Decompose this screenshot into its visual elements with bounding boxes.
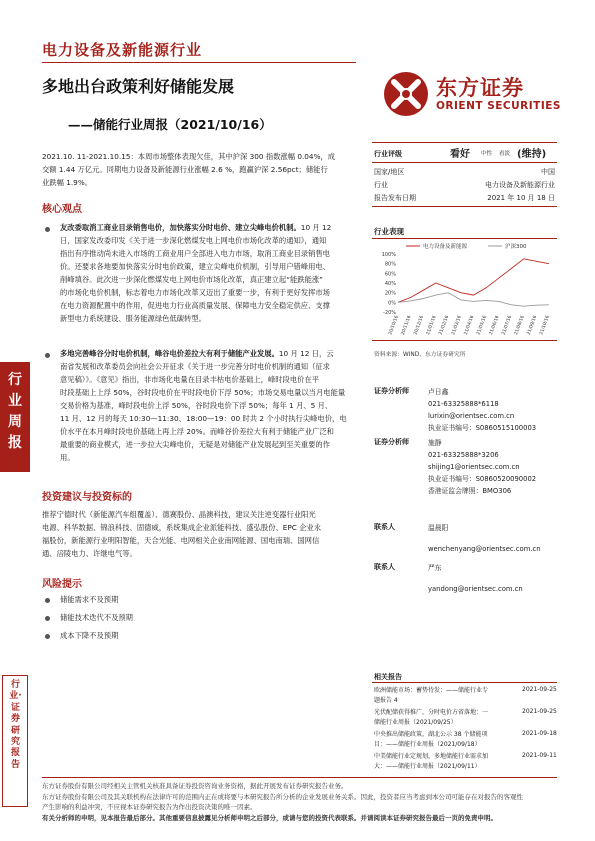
related-heading: 相关报告	[374, 673, 402, 681]
y-tick-label: 100%	[381, 252, 396, 258]
related-title: 中美储能行业定规划，多地储能行业需求加	[374, 753, 489, 760]
contact-name: 温晨阳	[428, 524, 449, 532]
bullet-icon	[45, 616, 50, 621]
related-title-cont: 大：——储能行业周报（2021/09/11）	[374, 763, 481, 770]
core-line: 用。	[60, 453, 75, 462]
summary	[42, 150, 357, 189]
analyst-cert: 执业证书编号：S0860515100003	[428, 424, 537, 432]
core-line: 削峰填谷。此次进一步深化燃煤发电上网电价市场化改革，真正建立起“能跌能涨”	[60, 275, 323, 284]
bullet-icon	[45, 598, 50, 603]
series-line	[398, 259, 549, 303]
industry-title: 电力设备及新能源行业	[42, 41, 203, 59]
bullet-icon	[45, 353, 50, 358]
invest-heading: 投资建议与投资标的	[42, 492, 132, 503]
x-tick-label: 20/10/16	[388, 314, 400, 336]
related-date: 2021-09-25	[522, 708, 557, 715]
rating-row-label: 报告发布日期	[374, 194, 416, 202]
rating-label: 行业评级	[374, 150, 402, 158]
report-title: 多地出台政策利好储能发展	[42, 77, 235, 96]
analyst-card	[428, 437, 536, 497]
footer-line: 产生影响的利益冲突，不应视本证券研究报告为作出投资决策的唯一因素。	[42, 803, 257, 811]
core-point-2-bold: 多地完善峰谷分时电价机制，峰谷电价差拉大有利于储能产业发展。	[60, 349, 279, 358]
rating-row-value: 中国	[541, 168, 555, 176]
related-date: 2021-09-25	[522, 686, 557, 693]
bullet-icon	[45, 634, 50, 639]
related-rule	[372, 682, 557, 683]
core-heading: 核心观点	[42, 204, 82, 215]
related-date: 2021-09-18	[522, 730, 557, 737]
bullet-icon	[45, 227, 50, 232]
side-report-type-text: 行业·证券研究报告	[9, 680, 22, 770]
analyst-license: 香港证监会牌照：BMO306	[428, 487, 512, 495]
core-line: 日，国家发改委印发《关于进一步深化燃煤发电上网电价市场化改革的通知》，通知	[60, 236, 327, 245]
invest-line: 福股份，新能源行业明阳智能，天合光能、电网相关企业南网能源、国电南瑞、国网信	[42, 536, 320, 545]
related-title: 欧洲储能市场：蓄势待发：——储能行业专	[374, 687, 489, 694]
rating-rule	[372, 162, 557, 163]
analyst-phone: 021-63325888*3206	[428, 451, 499, 459]
core-line: 价。还要求各地要加快落实分时电价政策，建立尖峰电价机制，引导用户错峰用电、	[60, 262, 330, 271]
analyst-name: 卢日鑫	[428, 388, 449, 396]
chart-heading: 行业表现	[374, 227, 404, 236]
x-tick-label: 21/05/16	[476, 314, 488, 336]
core-line: 11 月、12 月的每天 10:30—11:30、18:00—19：00 时共 2 个小时执行尖峰电价，电	[60, 414, 347, 423]
invest-line: 推荐宁德时代（新能源汽车组覆盖）、德赛股份、晶澳科技，建议关注逆变器行业阳光	[42, 510, 316, 519]
rating-bottom-rule	[372, 206, 557, 207]
rating-neutral: 中性	[481, 151, 493, 157]
rating-status: (维持)	[517, 149, 547, 160]
x-tick-label: 21/09/16	[526, 314, 539, 336]
rating-row-label: 国家/地区	[374, 168, 405, 176]
core-line: 南省发展和改革委员会向社会公开征求《关于进一步完善分时电价机制的通知（征求	[60, 362, 330, 371]
x-tick-label: 21/03/16	[451, 314, 463, 336]
y-tick-label: 0%	[388, 300, 396, 307]
analyst-card	[428, 386, 536, 434]
rating-value: 看好	[450, 149, 470, 160]
report-subtitle: ——储能行业周报（2021/10/16）	[68, 117, 272, 132]
chart-heading-rule	[372, 238, 557, 239]
rating-row-value: 2021 年 10 月 18 日	[487, 194, 555, 202]
contact-email[interactable]: yandong@orientsec.com.cn	[428, 585, 523, 593]
y-tick-label: 80%	[384, 261, 396, 268]
side-tab-text: 行业周报	[8, 372, 22, 451]
invest-line: 电源、科华数据、锦浪科技、固德威，系统集成企业派能科技、盛弘股份、EPC 企业永	[42, 523, 322, 532]
chart-bottom-rule	[372, 340, 557, 341]
related-item[interactable]	[374, 686, 524, 706]
header-rule	[42, 62, 356, 63]
side-report-type	[2, 675, 28, 807]
x-tick-label: 21/07/16	[501, 314, 514, 336]
footer-rule	[42, 777, 557, 778]
y-tick-label: 60%	[384, 271, 396, 278]
risk-heading: 风险提示	[42, 579, 82, 590]
core-line: 意见稿）》。《意见》指出，非市场化电量在目录丰枯电价基础上，峰时段电价在平	[60, 375, 320, 384]
core-line: 在电力资源配置中的作用，促进电力行业高质量发展、保障电力安全稳定供应、支撑	[60, 301, 330, 310]
related-item[interactable]	[374, 752, 524, 772]
core-line: 的市场化电价机制，标志着电力市场化改革又迈出了重要一步，有利于更好发挥市场	[60, 288, 330, 297]
footer-line: 东方证券股份有限公司经相关主管机关核准具备证券投资咨询业务资格，据此开展发布证券研究报告业务。	[42, 782, 348, 790]
logo-en-text: ORIENT SECURITIES	[436, 100, 561, 112]
core-point-1-lead: 10 月 12	[300, 223, 332, 232]
summary-line: 交额 1.44 万亿元。同期电力设备及新能源行业涨幅 2.6 %，跑赢沪深 2.56pct；储能行	[42, 165, 328, 174]
analyst-role: 证券分析师	[374, 438, 409, 446]
x-tick-label: 20/12/16	[413, 314, 426, 336]
company-logo	[380, 70, 561, 120]
logo-mark-icon	[382, 70, 430, 118]
rating-bad: 看淡	[499, 151, 511, 157]
contact-name: 严东	[428, 564, 442, 572]
rating-row-value: 电力设备及新能源行业	[485, 181, 555, 189]
rating-row-label: 行业	[374, 181, 388, 189]
risk-item: 储能技术迭代不及预期	[60, 613, 133, 622]
footer-line: 有关分析师的申明，见本报告最后部分。其他重要信息披露见分析师申明之后部分，或请与您的投资代表联系。并请阅读本证券研究报告最后一页的免责申明。	[42, 813, 497, 822]
y-tick-label: -20%	[383, 310, 396, 316]
side-tab	[0, 362, 30, 472]
core-line: 时段基础上上浮 50%，谷时段电价在平时段电价下浮 50%；市场交易电量以当月电能量	[60, 388, 346, 397]
risk-item: 储能需求不及预期	[60, 595, 119, 604]
core-point-1	[60, 221, 360, 325]
related-title: 中央推出储能政策，湖北公示 38 个储能项	[374, 731, 488, 738]
footer-line: 东方证券股份有限公司及其关联机构在法律许可的范围内正在或将要与本研究报告所分析的企业发展业务关系。因此，投资者应当考虑到本公司可能存在对报告的客观性	[42, 792, 523, 801]
related-title-cont: 题报告 4	[374, 697, 398, 704]
core-point-2	[60, 347, 360, 464]
core-line: 交易价格为基准，峰时段电价上浮 50%，谷时段电价下浮 50%；每年 1 月、5 月、	[60, 401, 333, 410]
x-tick-label: 21/02/16	[438, 314, 451, 336]
x-tick-label: 21/06/16	[488, 314, 501, 336]
summary-line: 业跌幅 1.9%。	[42, 178, 93, 187]
related-item[interactable]	[374, 708, 524, 728]
core-line: 最重要的商业模式，进一步拉大尖峰电价，无疑是对储能产业发展起到至关重要的作	[60, 440, 330, 449]
related-date: 2021-09-11	[522, 752, 557, 759]
analyst-role: 证券分析师	[374, 387, 409, 395]
analyst-phone: 021-63325888*6118	[428, 400, 499, 408]
x-tick-label: 21/04/16	[463, 314, 476, 336]
related-title-cont: 储能行业周报（2021/09/25）	[374, 719, 457, 726]
x-tick-label: 21/01/16	[426, 314, 438, 336]
chart-source: 资料来源：WIND、东方证券研究所	[374, 352, 466, 358]
logo-cn-text: 东方证券	[436, 76, 524, 100]
legend-label: 电力设备及新能源	[423, 244, 468, 250]
related-item[interactable]	[374, 730, 524, 750]
related-title: 光伏配储获得推广，分时电价方省落地：一	[374, 709, 489, 716]
y-tick-label: 40%	[384, 281, 396, 287]
x-tick-label: 21/10/16	[539, 314, 551, 336]
core-line: 价水平在本月峰时段电价基础上再上浮 20%。而峰谷价差拉大有利于储能产业广泛和	[60, 427, 334, 436]
invest-body	[42, 508, 360, 560]
x-tick-label: 21/08/16	[514, 314, 526, 336]
invest-line: 通、涪陵电力、许继电气等。	[42, 549, 137, 558]
core-point-1-bold: 友改委取消工商业目录销售电价，加快落实分时电价、建立尖峰电价机制。	[60, 223, 301, 232]
analyst-name: 施静	[428, 439, 442, 447]
core-line: 新型电力系统建设、服务能源绿色低碳转型。	[60, 314, 206, 323]
legend-label: 沪深300	[505, 244, 527, 250]
contact-role: 联系人	[374, 523, 395, 531]
contact-email[interactable]: wenchenyang@orientsec.com.cn	[428, 545, 541, 553]
core-point-2-lead: 10 月 12 日，云	[278, 349, 334, 358]
analyst-email[interactable]: lurixin@orientsec.com.cn	[428, 412, 515, 420]
footer-disclaimer	[42, 781, 562, 823]
contact-role: 联系人	[374, 563, 395, 571]
related-title-cont: 目：——储能行业周报（2021/09/18）	[374, 741, 481, 748]
y-tick-label: 20%	[384, 290, 396, 297]
analyst-email[interactable]: shijing1@orientsec.com.cn	[428, 463, 520, 471]
x-tick-label: 20/11/16	[400, 314, 413, 336]
industry-performance-chart	[372, 240, 557, 338]
analyst-cert: 执业证书编号：S0860520090002	[428, 475, 537, 483]
core-line: 指出有序推动尚未进入市场的工商业用户全部进入电力市场，取消工商业目录销售电	[60, 249, 330, 258]
summary-line: 2021.10. 11-2021.10.15：本周市场整体表现欠佳，其中沪深 300 指数涨幅 0.04%，成	[42, 152, 336, 161]
rating-top-rule	[372, 142, 557, 143]
risk-item: 成本下降不及预期	[60, 631, 119, 640]
